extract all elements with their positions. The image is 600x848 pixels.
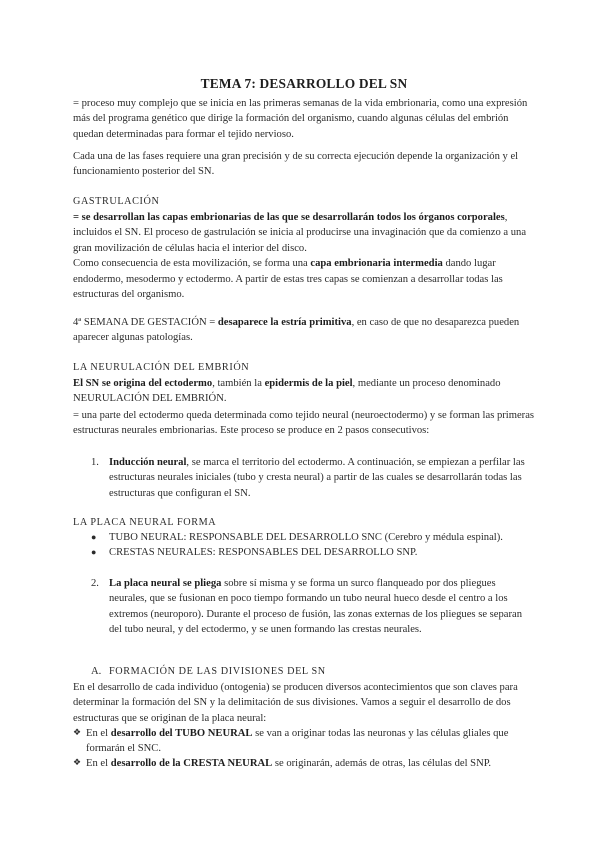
step-1-bold: Inducción neural: [109, 457, 187, 468]
gastrulacion-text-2a: Como consecuencia de esta movilización, se forma una: [73, 258, 311, 270]
placa-bullet-1-text: TUBO NEURAL: RESPONSABLE DEL DESARROLLO SNC (Cerebro y médula espinal).: [109, 532, 503, 543]
intro-paragraph-1: = proceso muy complejo que se inicia en las primeras semanas de la vida embrionaria, como una expresión más del programa genético que dirige la formación del organismo, cuando algunas células del embrión quedan determinadas para formar el tejido nervioso.: [73, 98, 528, 140]
item-2-body: se originarán, además de otras, las células del SNP.: [272, 758, 492, 769]
bullet-icon: ●: [91, 547, 97, 557]
gastrulacion-heading: GASTRULACIÓN: [73, 196, 160, 207]
gastrulacion-text-2b: dando lugar endodermo, mesodermo y ectodermo. A partir de estas tres capas se comienzan a desarrollar todas las estructuras del organismo.: [73, 258, 503, 301]
neurulacion-paragraph-1: [73, 376, 535, 407]
divisiones-heading: FORMACIÓN DE LAS DIVISIONES DEL SN: [109, 666, 326, 677]
gastrulacion-bold-1: = se desarrollan las capas embrionarias de las que se desarrollarán todos los órganos corporales: [73, 212, 505, 223]
item-2-bold: desarrollo de la CRESTA NEURAL: [110, 758, 273, 769]
step-1-number: 1.: [91, 457, 99, 468]
semana-paragraph: [73, 315, 535, 346]
neurulacion-bold-2: epidermis de la piel: [264, 378, 353, 389]
step-2-bold: La placa neural se pliega: [109, 578, 222, 589]
page-title: TEMA 7: DESARROLLO DEL SN: [200, 76, 408, 91]
step-1-text: [109, 455, 535, 501]
placa-bullet-2-text: CRESTAS NEURALES: RESPONSABLES DEL DESARROLLO SNP.: [109, 547, 418, 558]
divisiones-item-2-text: [86, 756, 535, 771]
neurulacion-paragraph-2: = una parte del ectodermo queda determinada como tejido neural (neuroectodermo) y se forman las primeras estructuras neurales embrionarias. Este proceso se produce en 2 pasos consecutivos:: [73, 410, 535, 437]
item-1-prefix: En el: [86, 728, 111, 739]
divisiones-letter: A.: [91, 666, 102, 677]
step-2-body: sobre sí misma y se forma un surco flanqueado por dos pliegues neurales, que se fusionan en poco tiempo formando un tubo neural hueco desde el centro a los extremos (neuroporo). Durante el proceso de fusión, las zonas externas de los pliegues se separan del tubo neural, y del ectodermo, y se unen formando las crestas neurales.: [109, 578, 523, 636]
semana-text: , en caso de que no desaparezca pueden aparecer algunas patologías.: [73, 317, 520, 344]
bullet-icon: ●: [91, 532, 97, 542]
divisiones-paragraph: En el desarrollo de cada individuo (ontogenia) se producen diversos acontecimientos que son claves para determinar la formación del SN y la delimitación de sus divisiones. Vamos a seguir el desarrollo de dos estructuras que se originan de la placa neural:: [73, 682, 518, 724]
item-1-body: se van a originar todas las neuronas y las células gliales que formarán el SNC.: [86, 728, 509, 755]
gastrulacion-bold-2: capa embrionaria intermedia: [310, 258, 443, 270]
step-1-body: , se marca el territorio del ectodermo. A continuación, se empiezan a perfilar las estructuras neurales iniciales (tubo y cresta neural) a partir de las cuales se desarrollarán todas las estructuras que configuran el SN.: [109, 457, 525, 499]
neurulacion-bold-1: El SN se origina del ectodermo: [73, 378, 213, 389]
neurulacion-text-1b: , mediante un proceso denominado NEURULACIÓN DEL EMBRIÓN.: [73, 378, 501, 405]
diamond-bullet-icon: ❖: [73, 758, 82, 768]
gastrulacion-text-1: , incluidos el SN. El proceso de gastrulación se inicia al producirse una invaginación que da comienzo a una gran movilización de células hacia el interior del disco.: [73, 212, 527, 254]
neurulacion-text-1a: , también la: [212, 378, 265, 389]
divisiones-item-1-text: [86, 726, 535, 757]
step-2-text: [109, 576, 535, 638]
neurulacion-heading: LA NEURULACIÓN DEL EMBRIÓN: [73, 362, 250, 373]
intro-paragraph-2: Cada una de las fases requiere una gran precisión y de su correcta ejecución depende la organización y el funcionamiento posterior del SN.: [73, 151, 519, 178]
diamond-bullet-icon: ❖: [73, 728, 82, 738]
placa-heading: LA PLACA NEURAL FORMA: [73, 517, 217, 528]
item-2-prefix: En el: [86, 758, 111, 769]
item-1-bold: desarrollo del TUBO NEURAL: [110, 728, 253, 739]
step-2-number: 2.: [91, 578, 99, 589]
semana-label: 4ª SEMANA DE GESTACIÓN =: [73, 317, 218, 328]
semana-bold: desaparece la estría primitiva: [217, 317, 352, 328]
gastrulacion-paragraph: [73, 210, 535, 302]
